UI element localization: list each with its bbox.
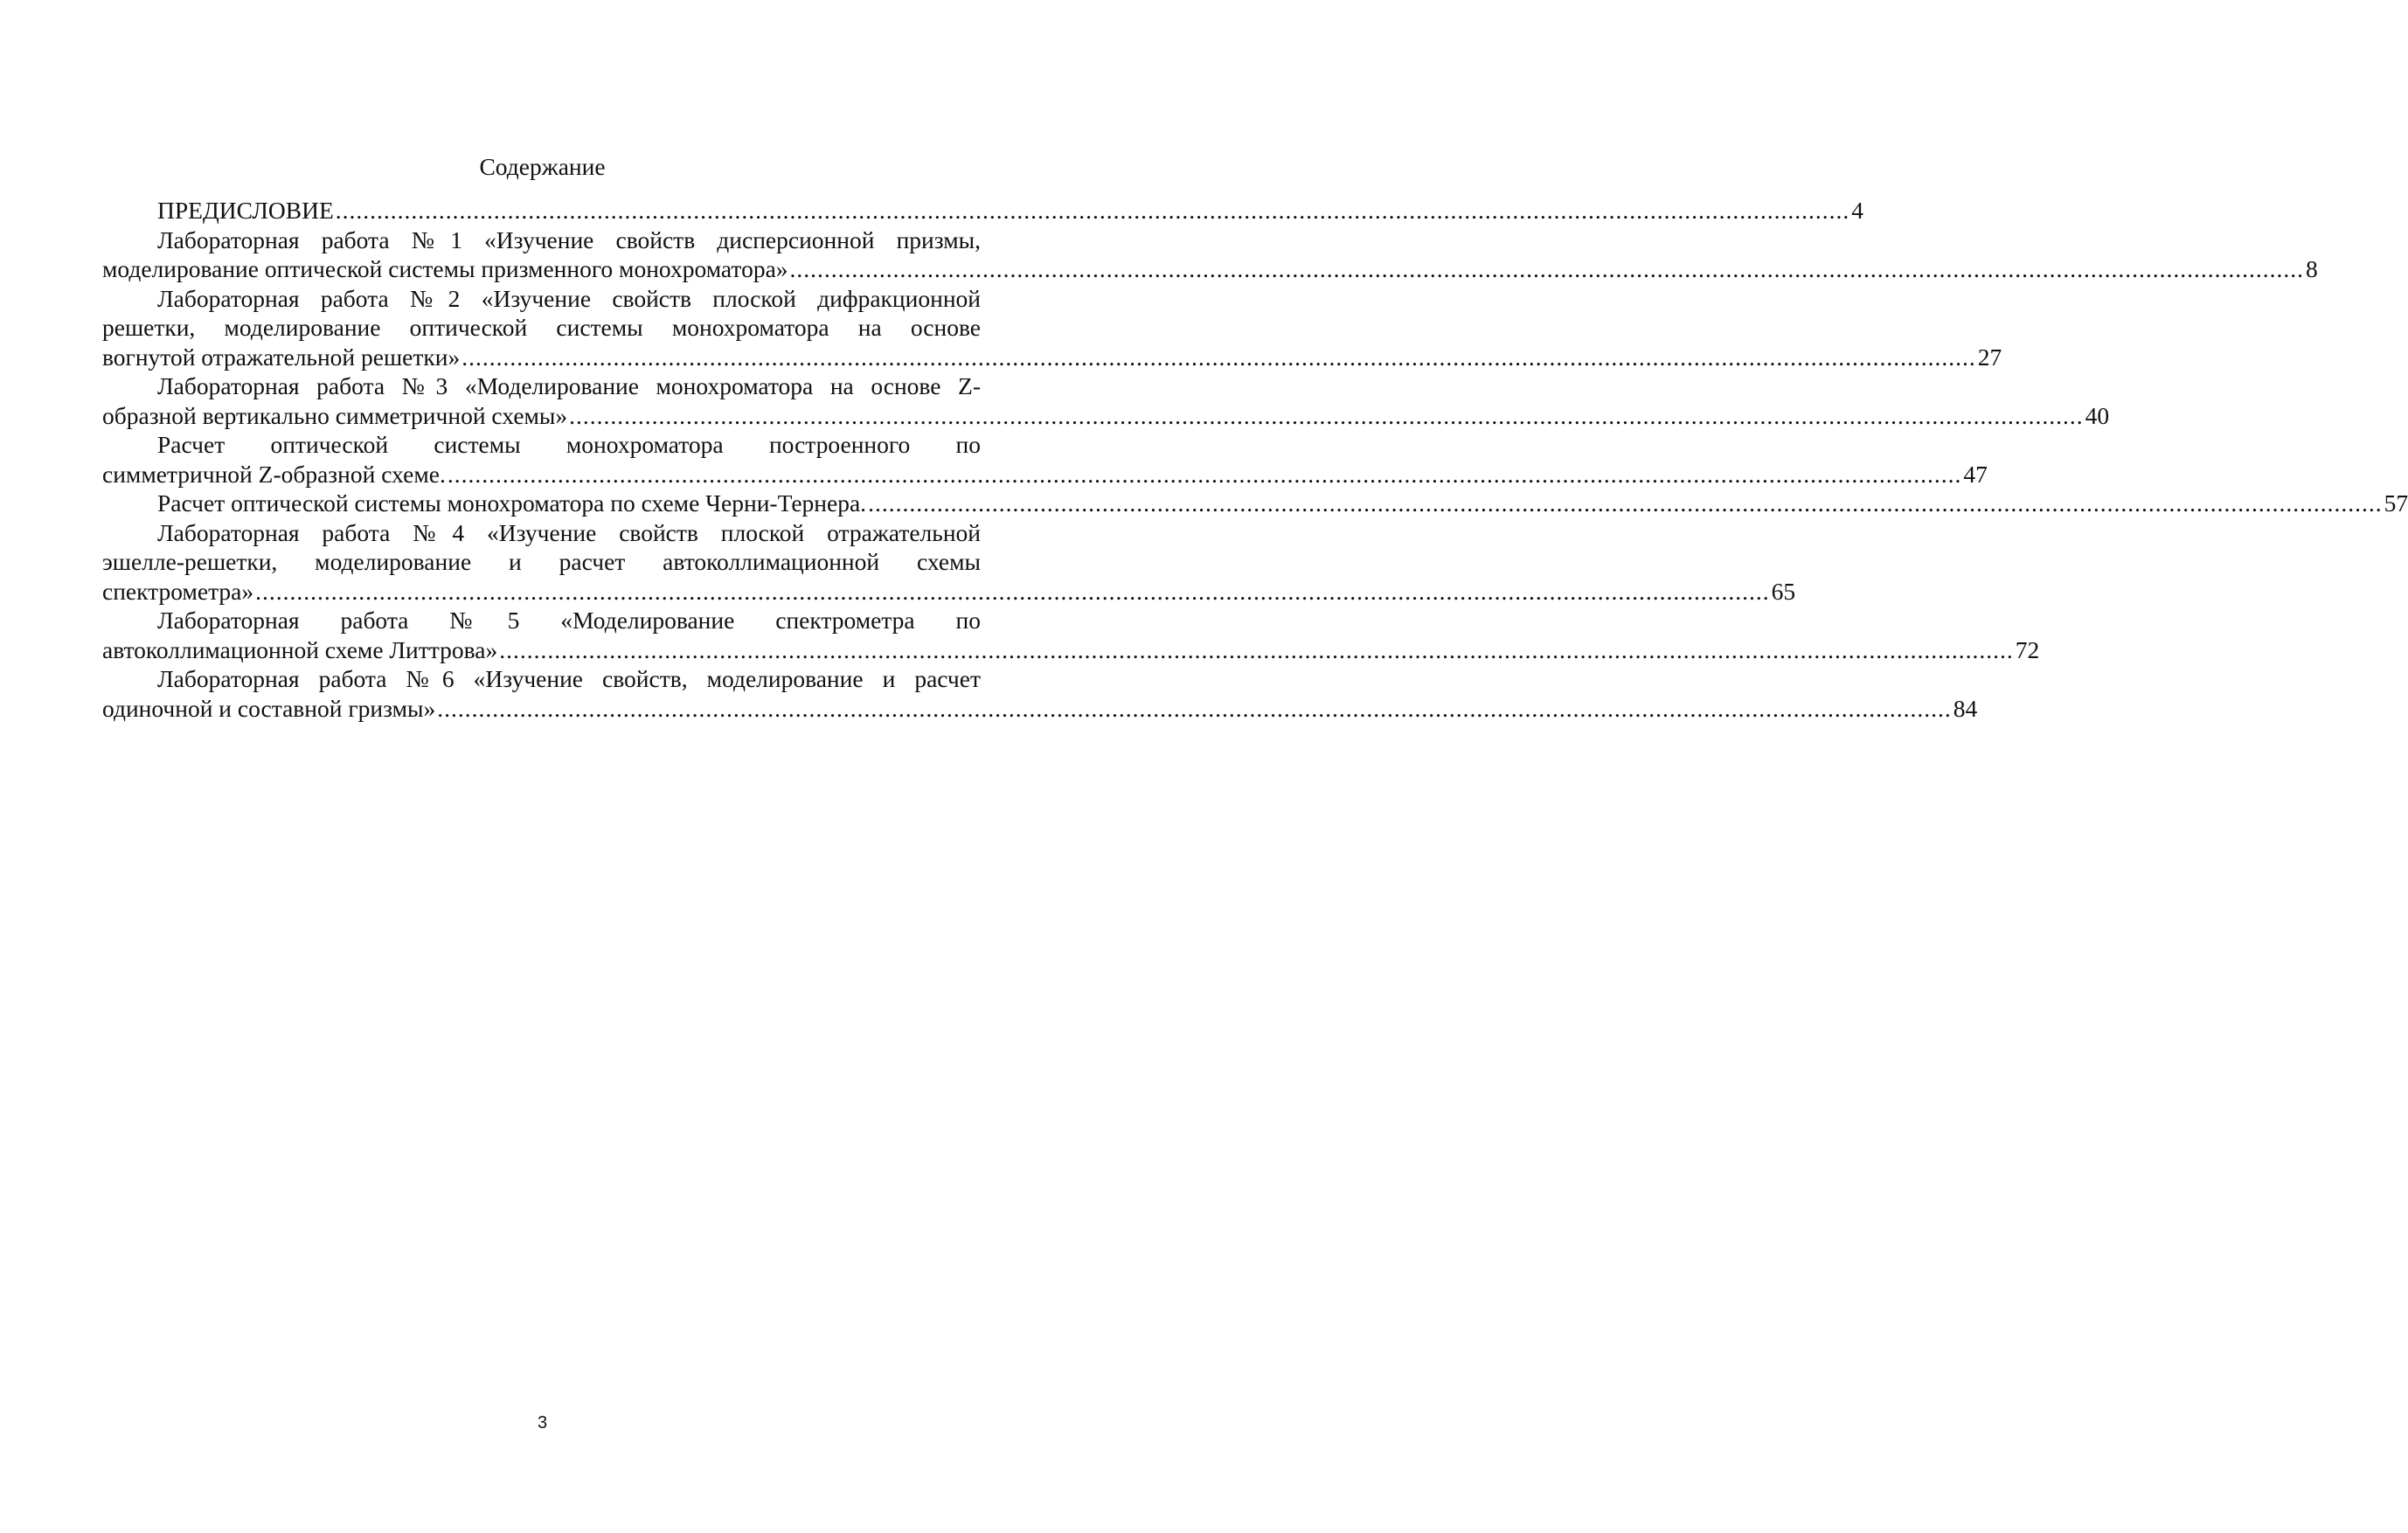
toc-entry[interactable] (102, 489, 2408, 518)
toc-entry-text: образной вертикально симметричной схемы» (102, 401, 568, 429)
toc-entry-text: спектрометра» (102, 577, 254, 605)
toc-page-number: 4 (1851, 197, 1863, 224)
page-title: Содержание (479, 153, 606, 180)
table-of-contents (102, 196, 2408, 723)
toc-entry-text: Лабораторная работа №5 «Моделирование спектрометра по (157, 607, 981, 634)
toc-entry-text: Лабораторная работа №3 «Моделирование монохроматора на основе Z- (157, 372, 981, 399)
dot-leader: ............................................................................................................................................................................................................................ (447, 460, 1962, 488)
toc-entry-line (102, 313, 981, 343)
toc-entry-text: Расчет оптической системы монохроматора построенного по (157, 431, 981, 458)
toc-entry-line (102, 371, 981, 401)
toc-page-number: 84 (1953, 694, 1978, 722)
toc-entry-text: Расчет оптической системы монохроматора по схеме Черни-Тернера. (157, 489, 867, 517)
toc-entry-text: решетки, моделирование оптической системы монохроматора на основе (102, 314, 981, 341)
toc-entry-line (102, 635, 2040, 665)
dot-leader: ............................................................................................................................................................................................................................ (868, 489, 2383, 517)
dot-leader: ............................................................................................................................................................................................................................ (789, 255, 2305, 282)
toc-page-number: 72 (2015, 635, 2040, 663)
toc-entry-text: Лабораторная работа №1 «Изучение свойств дисперсионной призмы, (157, 225, 981, 253)
toc-entry-text: Лабораторная работа №6 «Изучение свойств, моделирование и расчет (157, 665, 981, 692)
toc-page-number: 8 (2306, 255, 2318, 282)
dot-leader: ............................................................................................................................................................................................................................ (569, 401, 2084, 429)
toc-entry-line (102, 430, 981, 460)
toc-entry-line (102, 343, 2002, 372)
toc-entry[interactable] (102, 284, 2002, 372)
toc-entry[interactable] (102, 196, 1863, 225)
toc-entry-text: Лабораторная работа №2 «Изучение свойств плоской дифракционной (157, 284, 981, 312)
toc-entry-line (102, 254, 2318, 284)
toc-entry-line (102, 694, 1978, 724)
toc-entry-line (102, 225, 981, 255)
toc-entry-text: ПРЕДИСЛОВИЕ (157, 197, 334, 224)
toc-page-number: 27 (1977, 343, 2002, 371)
toc-entry-text: Лабораторная работа №4 «Изучение свойств плоской отражательной (157, 518, 981, 546)
toc-page-number: 65 (1771, 577, 1796, 605)
toc-entry[interactable] (102, 606, 2040, 664)
toc-entry[interactable] (102, 225, 2318, 284)
toc-entry[interactable] (102, 664, 1978, 723)
dot-leader: ............................................................................................................................................................................................................................ (461, 343, 1976, 371)
toc-entry-line (102, 284, 981, 314)
toc-entry-text: моделирование оптической системы призменного монохроматора» (102, 255, 788, 282)
toc-entry-line (102, 196, 1863, 225)
toc-entry-text: автоколлимационной схеме Литтрова» (102, 635, 498, 663)
toc-entry-text: эшелле-решетки, моделирование и расчет автоколлимационной схемы (102, 548, 981, 575)
dot-leader: ............................................................................................................................................................................................................................ (255, 577, 1770, 605)
toc-entry[interactable] (102, 371, 2110, 430)
toc-page-number: 47 (1963, 460, 1988, 488)
toc-page-number: 57 (2384, 489, 2408, 517)
toc-entry-line (102, 606, 981, 635)
toc-entry-text: вогнутой отражательной решетки» (102, 343, 461, 371)
toc-entry[interactable] (102, 430, 1988, 489)
dot-leader: ............................................................................................................................................................................................................................ (499, 635, 2014, 663)
toc-entry-line (102, 401, 2110, 431)
toc-entry-line (102, 547, 981, 577)
toc-page-number: 40 (2085, 401, 2110, 429)
dot-leader: ............................................................................................................................................................................................................................ (437, 694, 1952, 722)
toc-entry-line (102, 460, 1988, 489)
toc-entry-line (102, 577, 1796, 607)
toc-entry-text: симметричной Z-образной схеме. (102, 460, 446, 488)
page-number: 3 (537, 1413, 548, 1432)
toc-entry-text: одиночной и составной гризмы» (102, 694, 436, 722)
toc-entry[interactable] (102, 518, 1796, 607)
dot-leader: ............................................................................................................................................................................................................................ (335, 197, 1850, 224)
toc-entry-line (102, 664, 981, 694)
toc-entry-line (102, 489, 2408, 518)
toc-entry-line (102, 518, 981, 548)
